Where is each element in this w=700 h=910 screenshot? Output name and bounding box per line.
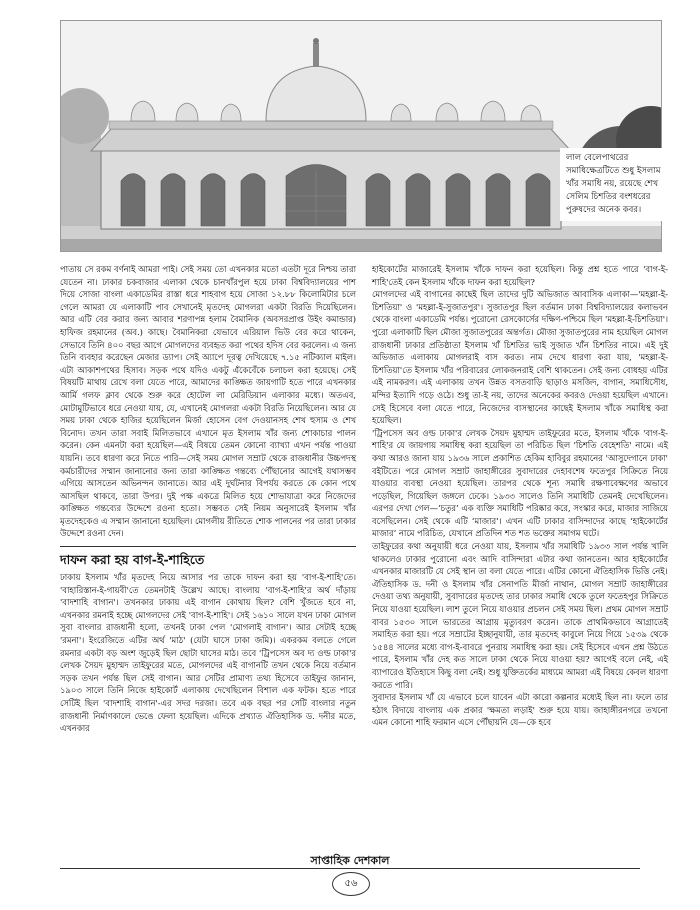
paragraph: সুবাদার ইসলাম খাঁ যে এভাবে চলে যাবেন এটা কারো কল্পনার মধ্যেই ছিল না। ফলে তার হঠাৎ বিদায়ে বাংলায় এক প্রকার 'ক্ষমতা লড়াই' শুরু হয়ে যায়। জাহাঙ্গীরনগরে তখনো এমন কোনো শাহি ফরমান এসে পৌঁছায়নি যে—কে হবে: [372, 692, 668, 728]
paragraph: মোগলদের এই বাগানের কাছেই ছিল তাদের দুটি অভিজাত আবাসিক এলাকা—'মহল্লা-ই-চিশতিয়া' ও 'মহল্লা-ই-সুজাতপুর'। সুজাতপুর ছিল বর্তমান ঢাকা বিশ্ববিদ্যালয়ের কলাভবন থেকে বাংলা একাডেমি পর্যন্ত। পুরোনো রেসকোর্সের দক্ষিণ-পশ্চিমে ছিল 'মহল্লা-ই-চিশতিয়া'। পুরো এলাকাটি ছিল মৌজা সুজাতপুরের অন্তর্গত। মৌজা সুজাতপুরের নাম হয়েছিল মোগল রাজধানী ঢাকার প্রতিষ্ঠাতা ইসলাম খাঁ চিশতির ভাই সুজাত খাঁন চিশতির নামে। এই দুই অভিজাত এলাকায় মোগলরাই বাস করত। নাম দেখে ধারণা করা যায়, 'মহল্লা-ই-চিশতিয়া'তে ইসলাম খাঁর পরিবারের লোকজনরাই বেশি থাকতেন। সেই জন্য বোধহয় এটির এই নামকরণ। এই এলাকায় তখন উন্নত বসতবাড়ি ছাড়াও মসজিদ, বাগান, সমাধিসৌধ, মন্দির ইত্যাদি গড়ে ওঠে। শুধু তা-ই নয়, তাদের অনেকের কবরও দেওয়া হয়েছিল এখানে। সেই হিসেবে বলা যেতে পারে, নিজেদের বাসস্থানের কাছেই ইসলাম খাঁকে সমাধিস্থ করা হয়েছিল।: [372, 289, 668, 426]
paragraph: ঢাকায় ইসলাম খাঁর মৃতদেহ নিয়ে আসার পর তাকে দাফন করা হয় 'বাগ-ই-শাহি'তে। 'বাহারিস্তান-ই-গায়বী'তে তেমনটাই উল্লেখ আছে। বাংলায় 'বাগ-ই-শাহি'র অর্থ দাঁড়ায় 'বাদশাহি বাগান'। তখনকার ঢাকায় এই বাগান কোথায় ছিল? বেশি খুঁজতে হবে না, এখনকার রমনাই হচ্ছে মোগলদের সেই 'বাগ-ই-শাহি'। সেই ১৬১০ সালে যখন ঢাকা মোগল সুবা বাংলার রাজধানী হলো, তখনই ঢাকা পেল 'মোগলাই বাগান'। আর সেটাই হচ্ছে 'রমনা'। ইংরেজিতে এটির অর্থ 'মাঠ' (যেটা ঘাসে ঢাকা জমি)। একরকম বলতে গেলে রমনার একটা বড় অংশ জুড়েই ছিল ছোটা ঘাসের মাঠ। তবে 'ট্রিপসেস অব দ্য ওল্ড ঢাকা'র লেখক সৈয়দ মুহাম্মদ তাইফুরের মতে, মোগলদের এই বাগানটি তখন থেকে নিয়ে বর্তমান সড়ক তখন পর্যন্ত ছিল সেই বাগান। আর সেটির প্রামাণ্য তথ্য হিসেবে তাইফুর জানান, ১৯০৩ সালে তিনি নিজে হাইকোর্ট এলাকায় দেখেছিলেন বিশাল এক ফটক। হতে পারে সেটিই ছিল 'বাদশাহি বাগান'-এর সদর দরজা। তবে এক বছর পর সেটি বাংলার নতুন রাজধানী নির্মাণকালে ভেঙে ফেলা হয়েছিল। এদিকে প্রখ্যাত ঐতিহাসিক ড. দনীর মতে, এখনকার: [60, 572, 356, 734]
magazine-name: সাপ্তাহিক দেশকাল: [310, 854, 390, 867]
footer-divider: [60, 868, 640, 869]
left-column: [60, 263, 356, 735]
paragraph: পাতায় সে রকম বর্ণনাই আমরা পাই। সেই সময় তো এখনকার মতো এতটা দূরে নিশ্চয় তারা যেতেন না। ঢাকার চকবাজার এলাকা থেকে চানখাঁরপুল হয়ে ঢাকা বিশ্ববিদ্যালয়ের পাশ দিয়ে সোজা বাংলা একাডেমির রাস্তা ধরে শাহবাগ হয়ে সোজা ১২.৮৮ কিলোমিটার চলে গেলে আমরা যে এলাকাটি পাব সেখানেই মৃতদেহ মোগলরা একটা বিরতি দিয়েছিলেন। আর এটি বের করার জন্য আবার শরণাপন্ন হলাম বৈমানিক (অবসরপ্রাপ্ত উইং কমান্ডার) হাফিজ রহমানের (অব.) কাছে। বৈমানিকরা যেভাবে এরিয়াল ভিউ বের করে থাকেন, সেভাবে তিনি ৪০০ বছর আগে মোগলদের ব্যবহৃত করা পথের হদিস বের করলেন। এ জন্য তিনি ব্যবহার করেছেন মেজার ড্যাপ। সেই অ্যাপে দূরত্ব দেখিয়েছে ৭.১৫ নটিক্যাল মাইল। এটা আকাশপথের হিসাব। সড়ক পথে যদিও একটু এঁকেবেঁকে চলাচল করা হয়েছে। সেই বিষয়টি মাথায় রেখে বলা যেতে পারে, আমাদের কাঙ্ক্ষিত জায়গাটি হতে পারে এখনকার আর্মি গলফ ক্লাব থেকে শুরু করে হোটেল লা মেরিডিয়ান এলাকার মধ্যে। অতএব, মোটামুটিভাবে ধরে নেওয়া যায়, যে, এখানেই মোগলরা একটা বিরতি নিয়েছিলেন। আর যে সময় ঢাকা থেকে হাজির হয়েছিলেন মির্জা হোসেন বেগ দেওয়ানসহ শেখ হুসাম ও শেখ বিনোদ। তখন তারা সবাই মিলিতভাবে এখানে মৃত ইসলাম খাঁর জন্য শোকাচার পালন করেন। কেন এমনটা করা হয়েছিল—এই বিষয়ে তেমন কোনো ব্যাখ্যা এখন পর্যন্ত পাওয়া যায়নি। তবে ধারণা করে নিতে পারি—সেই সময় মোগল সম্রাট থেকে রাজধানীর উচ্চপদস্থ কর্মচারীদের সম্মান জানানোর জন্য তারা কাঙ্ক্ষিত গন্তব্যে পৌঁছানোর আগেই যথাসম্ভব এগিয়ে আসতেন অভিনন্দন জানাতে। আর এই দুর্ঘটনার বিপর্যয় করতে কে কোন পথে আসছিল থাকবে, তারা উপর। দুই পক্ষ একত্রে মিলিত হয়ে শোভাযাত্রা করে নিজেদের কাঙ্ক্ষিত গন্তব্যের উদ্দেশে রওনা হতো। সম্ভবত সেই নিয়ম অনুসারেই ইসলাম খাঁর মৃতদেহকেও এ সম্মান জানানো হয়েছিল। মোগলীয় রীতিতে শোক পালনের পর তারা ঢাকার উদ্দেশে রওনা দেন।: [60, 264, 356, 539]
page-number: ৫৬: [332, 872, 370, 896]
paragraph: হাইকোর্টের মাজারেই ইসলাম খাঁকে দাফন করা হয়েছিল। কিন্তু প্রশ্ন হতে পারে 'বাগ-ই-শাহি'তেই কেন ইসলাম খাঁকে দাফন করা হয়েছিল?: [372, 264, 668, 287]
photo-caption: লাল বেলেপাথরের সমাধিক্ষেত্রটিতে শুধু ইসলাম খাঁর সমাধি নয়, রয়েছে শেখ সেলিম চিশতির বংশধরের পুরুষদের অনেক কবর।: [560, 148, 680, 221]
right-column: [372, 263, 668, 729]
section-subheading: দাফন করা হয় বাগ-ই-শাহিতে: [60, 546, 356, 569]
paragraph: তাইফুরের কথা অনুযায়ী ধরে নেওয়া যায়, ইসলাম খাঁর সমাধিটি ১৯৩৩ সাল পর্যন্ত খালি থাকলেও ঢাকার পুরোনো এবং আদি বাসিন্দারা এটার কথা জানতেন। আর হাইকোর্টের এখনকার মাজারটি যে সেই স্থান তা বলা যেতে পারে। এটির কোনো ঐতিহাসিক ভিত্তি নেই।: [372, 541, 668, 577]
paragraph: 'ট্রিপসেস অব ওল্ড ঢাকা'র লেখক সৈয়দ মুহাম্মদ তাইফুরের মতে, ইসলাম খাঁকে 'বাগ-ই-শাহি'র যে জায়গায় সমাধিস্থ করা হয়েছিল তা পরিচিত ছিল 'চিশতি বেহেশতি' নামে। এই কথা আরও জানা যায় ১৯৩৬ সালে প্রকাশিত হেকিম হাবিবুর রহমানের 'আসুদেগানে ঢাকা' বইটিতে। পরে মোগল সম্রাট জাহাঙ্গীরের সুবাদারের দেহাবশেষ ফতেপুর সিক্রিতে নিয়ে যাওয়ার ব্যবস্থা নেওয়া হয়েছিল। তারপর থেকে শূন্য সমাধি রক্ষণাবেক্ষণের অভাবে পড়েছিল, গিয়েছিল জঙ্গলে ঢেকে। ১৯৩৩ সালেও তিনি সমাধিটি তেমনই দেখেছিলেন। এরপর দেখা গেল—‘চতুর’ এক ব্যক্তি সমাধিটি পরিষ্কার করে, সংস্কার করে, মাজার সাজিয়ে বসেছিলেন। সেই থেকে এটি ‘মাজার’। এখন এটি ঢাকার বাসিন্দাদের কাছে ‘হাইকোর্টের মাজার’ নামে পরিচিত, যেখানে প্রতিদিন শত শত ভক্তের সমাগম ঘটে।: [372, 427, 668, 539]
paragraph: ঐতিহাসিক ড. দনী ও ইসলাম খাঁর সেনাপতি মীর্জা নাথান, মোগল সম্রাট জাহাঙ্গীরের দেওয়া তথ্য অনুযায়ী, সুবাদারের মৃতদেহ তার ঢাকার সমাধি থেকে তুলে ফতেহপুর সিক্রিতে নিয়ে যাওয়া হয়েছিল। লাশ তুলে নিয়ে যাওয়ার প্রচলন সেই সময় ছিল। প্রথম মোগল সম্রাট বাবর ১৫৩০ সালে ভারতের আগ্রায় মৃত্যুবরণ করেন। তাকে প্রাথমিকভাবে আগ্রাতেই সমাহিত করা হয়। পরে সম্রাটের ইচ্ছানুযায়ী, তার মৃতদেহ কাবুলে নিয়ে গিয়ে ১৫৩৯ থেকে ১৫৪৪ সালের মধ্যে বাগ-ই-বাবরে পুনরায় সমাধিস্থ করা হয়। সেই হিসেবে এখন প্রশ্ন উঠতে পারে, ইসলাম খাঁর দেহ কত সালে ঢাকা থেকে নিয়ে যাওয়া হয়? আগেই বলে নেই, এই ব্যাপারেও ইতিহাসে কিছু বলা নেই। শুধু যুক্তিতর্কের মাধ্যমে আমরা এই বিষয়ে কেবল ধারণা করতে পারি।: [372, 578, 669, 690]
